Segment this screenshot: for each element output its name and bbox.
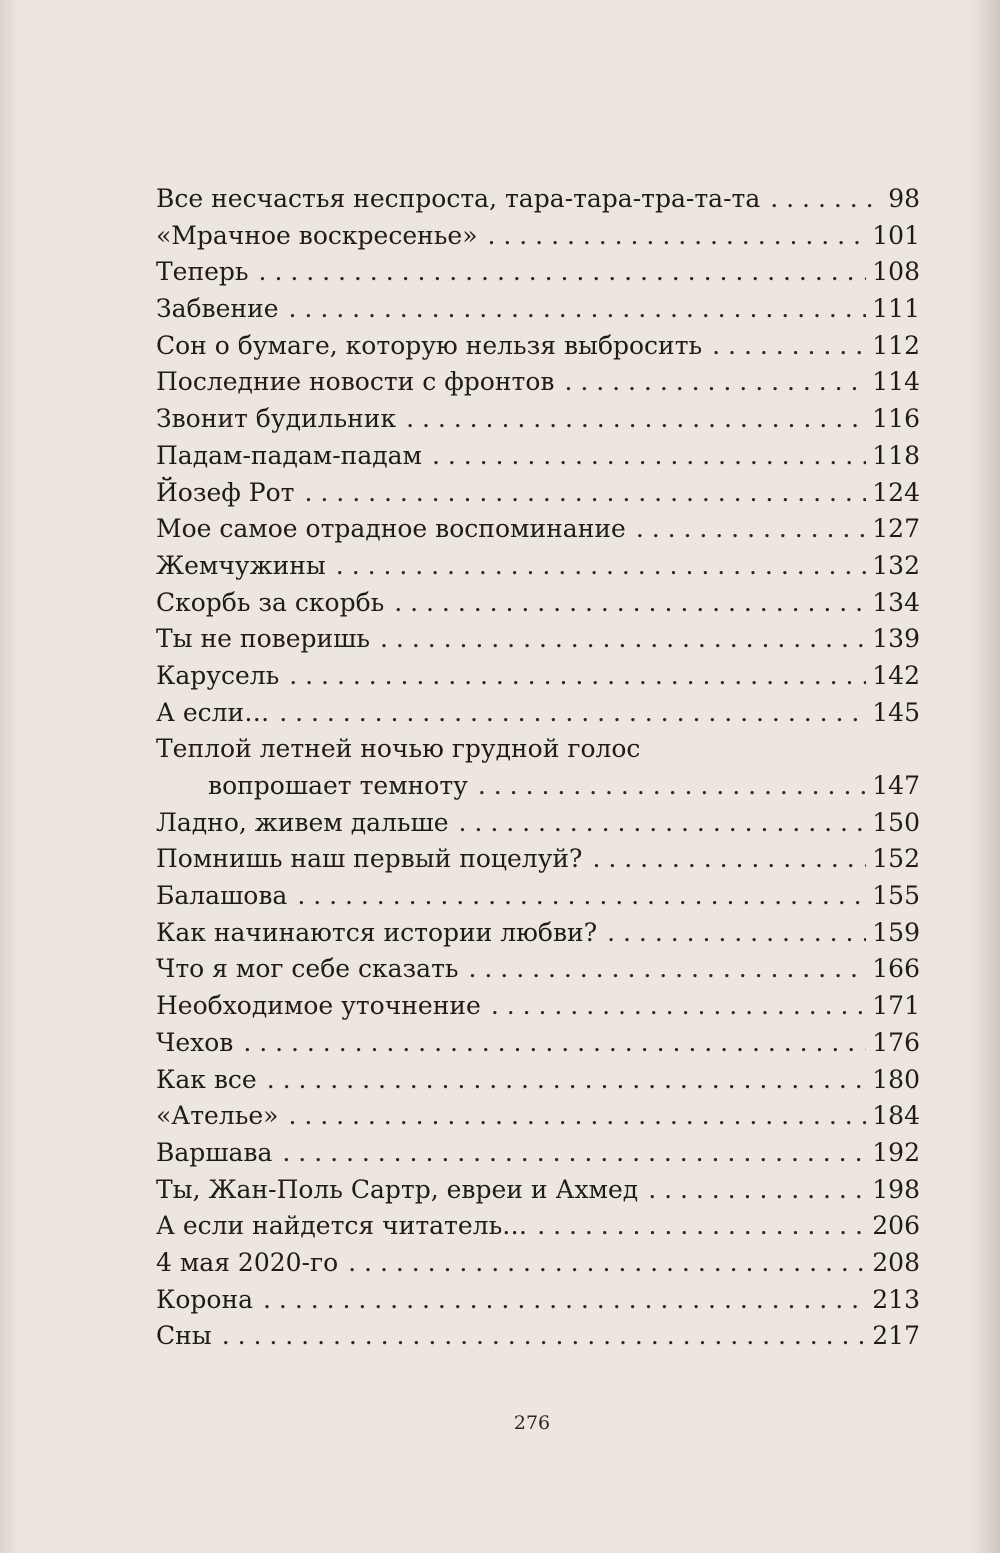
toc-entry-title-continuation: вопрошает темноту — [208, 771, 468, 800]
dot-leader — [469, 951, 867, 988]
toc-entry-page: 192 — [872, 1137, 920, 1167]
toc-entry-page: 213 — [872, 1284, 920, 1314]
toc-entry-title: Как все — [156, 1064, 257, 1094]
toc-entry-page: 159 — [872, 917, 920, 947]
toc-entry — [156, 364, 920, 401]
toc-entry — [156, 328, 920, 365]
dot-leader — [297, 878, 866, 915]
toc-entry-title: Падам-падам-падам — [156, 440, 422, 470]
toc-entry — [156, 181, 920, 218]
toc-entry-title: Варшава — [156, 1137, 273, 1167]
toc-entry-title: Корона — [156, 1284, 254, 1314]
dot-leader — [488, 218, 867, 255]
toc-entry-title: Все несчастья неспроста, тара-тара-тра-та-та — [156, 184, 761, 213]
dot-leader — [336, 548, 866, 585]
dot-leader — [648, 1172, 866, 1209]
toc-entry-title: А если найдется читатель… — [156, 1211, 528, 1241]
dot-leader — [348, 1245, 866, 1282]
dot-leader — [406, 401, 866, 438]
toc-entry-title: А если… — [156, 697, 270, 727]
toc-entry-page: 124 — [872, 477, 920, 507]
toc-entry — [156, 1245, 920, 1282]
toc-entry-title: Помнишь наш первый поцелуй? — [156, 844, 583, 874]
toc-entry-title: Карусель — [156, 660, 280, 690]
dot-leader — [592, 841, 866, 878]
toc-entry-page: 198 — [872, 1174, 920, 1204]
toc-entry-title: Жемчужины — [156, 550, 326, 580]
toc-entry-page: 171 — [872, 991, 920, 1021]
dot-leader — [564, 364, 866, 401]
dot-leader — [537, 1208, 866, 1245]
toc-entry — [156, 291, 920, 328]
dot-leader — [289, 658, 866, 695]
dot-leader — [259, 254, 867, 291]
dot-leader — [607, 915, 866, 952]
toc-entry-page: 101 — [872, 220, 920, 250]
toc-entry-page: 166 — [872, 954, 920, 984]
toc-entry — [156, 475, 920, 512]
toc-entry-title: Забвение — [156, 294, 279, 324]
dot-leader — [279, 695, 866, 732]
toc-entry-page: 152 — [872, 844, 920, 874]
toc-entry — [156, 1172, 920, 1209]
toc-entry-page: 176 — [872, 1027, 920, 1057]
toc-entry-page: 139 — [872, 624, 920, 654]
dot-leader — [432, 438, 866, 475]
dot-leader — [289, 291, 867, 328]
toc-entry-page: 184 — [872, 1101, 920, 1131]
toc-entry-page: 206 — [872, 1211, 920, 1241]
toc-entry-page: 112 — [872, 330, 920, 360]
toc-entry-page: 132 — [872, 550, 920, 580]
toc-entry-title: Мое самое отрадное воспоминание — [156, 514, 626, 544]
dot-leader — [243, 1025, 866, 1062]
toc-entry — [156, 548, 920, 585]
toc-entry-title: Сон о бумаге, которую нельзя выбросить — [156, 330, 703, 360]
dot-leader — [712, 328, 866, 365]
toc-entry-title: Скорбь за скорбь — [156, 587, 385, 617]
toc-entry-title: Балашова — [156, 881, 288, 911]
toc-entry-title: Что я мог себе сказать — [156, 954, 459, 984]
toc-entry — [156, 915, 920, 952]
toc-entry — [156, 438, 920, 475]
toc-entry-page: 134 — [872, 587, 920, 617]
toc-entry-title: Как начинаются истории любви? — [156, 917, 598, 947]
toc-entry-title: «Мрачное воскресенье» — [156, 220, 478, 250]
toc-entry — [156, 1318, 920, 1355]
table-of-contents — [156, 181, 920, 1355]
toc-entry-title: Ладно, живем дальше — [156, 807, 449, 837]
toc-entry — [156, 218, 920, 255]
toc-entry — [156, 585, 920, 622]
toc-entry-page: 108 — [872, 257, 920, 287]
toc-entry-page: 111 — [872, 294, 920, 324]
page-number: 276 — [513, 1412, 551, 1434]
dot-leader — [491, 988, 866, 1025]
toc-entry — [156, 768, 920, 805]
toc-entry-title: Необходимое уточнение — [156, 991, 481, 1021]
dot-leader — [636, 511, 866, 548]
toc-entry — [156, 1098, 920, 1135]
toc-entry-title: Теперь — [156, 257, 249, 287]
toc-entry — [156, 805, 920, 842]
page-shadow-right — [970, 0, 1000, 1553]
toc-entry — [156, 1135, 920, 1172]
page-shadow-left — [0, 0, 18, 1553]
toc-entry — [156, 988, 920, 1025]
toc-entry-page: 217 — [872, 1321, 920, 1351]
toc-entry-page: 145 — [872, 697, 920, 727]
toc-entry-title: Последние новости с фронтов — [156, 367, 555, 397]
toc-entry — [156, 841, 920, 878]
dot-leader — [770, 181, 874, 218]
toc-entry-page: 116 — [872, 404, 920, 434]
toc-entry-title-line — [156, 731, 920, 768]
toc-entry — [156, 1282, 920, 1319]
toc-entry — [156, 1025, 920, 1062]
toc-entry — [156, 511, 920, 548]
toc-entry — [156, 254, 920, 291]
toc-entry-title: Звонит будильник — [156, 404, 397, 434]
toc-entry-page: 155 — [872, 881, 920, 911]
toc-entry — [156, 878, 920, 915]
toc-entry-title: Теплой летней ночью грудной голос — [156, 734, 641, 764]
toc-entry-title: Йозеф Рот — [156, 477, 295, 507]
dot-leader — [459, 805, 867, 842]
toc-entry-title: Ты, Жан-Поль Сартр, евреи и Ахмед — [156, 1174, 639, 1204]
toc-entry — [156, 951, 920, 988]
toc-entry-page: 208 — [872, 1247, 920, 1277]
dot-leader — [282, 1135, 866, 1172]
toc-entry-page: 114 — [872, 367, 920, 397]
dot-leader — [288, 1098, 866, 1135]
toc-entry-page: 127 — [872, 514, 920, 544]
toc-entry — [156, 401, 920, 438]
toc-entry-title: 4 мая 2020-го — [156, 1247, 339, 1277]
toc-entry — [156, 621, 920, 658]
toc-entry-page: 142 — [872, 660, 920, 690]
dot-leader — [263, 1282, 866, 1319]
toc-entry — [156, 658, 920, 695]
toc-entry-page: 150 — [872, 807, 920, 837]
toc-entry — [156, 695, 920, 732]
dot-leader — [222, 1318, 867, 1355]
dot-leader — [267, 1062, 867, 1099]
dot-leader — [394, 585, 866, 622]
toc-entry — [156, 1208, 920, 1245]
toc-entry-title: Сны — [156, 1321, 212, 1351]
toc-entry-page: 147 — [872, 771, 920, 800]
dot-leader — [478, 768, 866, 805]
toc-entry-title: «Ателье» — [156, 1101, 279, 1131]
toc-entry-page: 118 — [872, 440, 920, 470]
toc-entry — [156, 1062, 920, 1099]
toc-entry-page: 180 — [872, 1064, 920, 1094]
toc-entry-page: 98 — [888, 184, 920, 213]
toc-entry-title: Чехов — [156, 1027, 234, 1057]
dot-leader — [380, 621, 866, 658]
dot-leader — [305, 475, 867, 512]
toc-entry-title: Ты не поверишь — [156, 624, 371, 654]
